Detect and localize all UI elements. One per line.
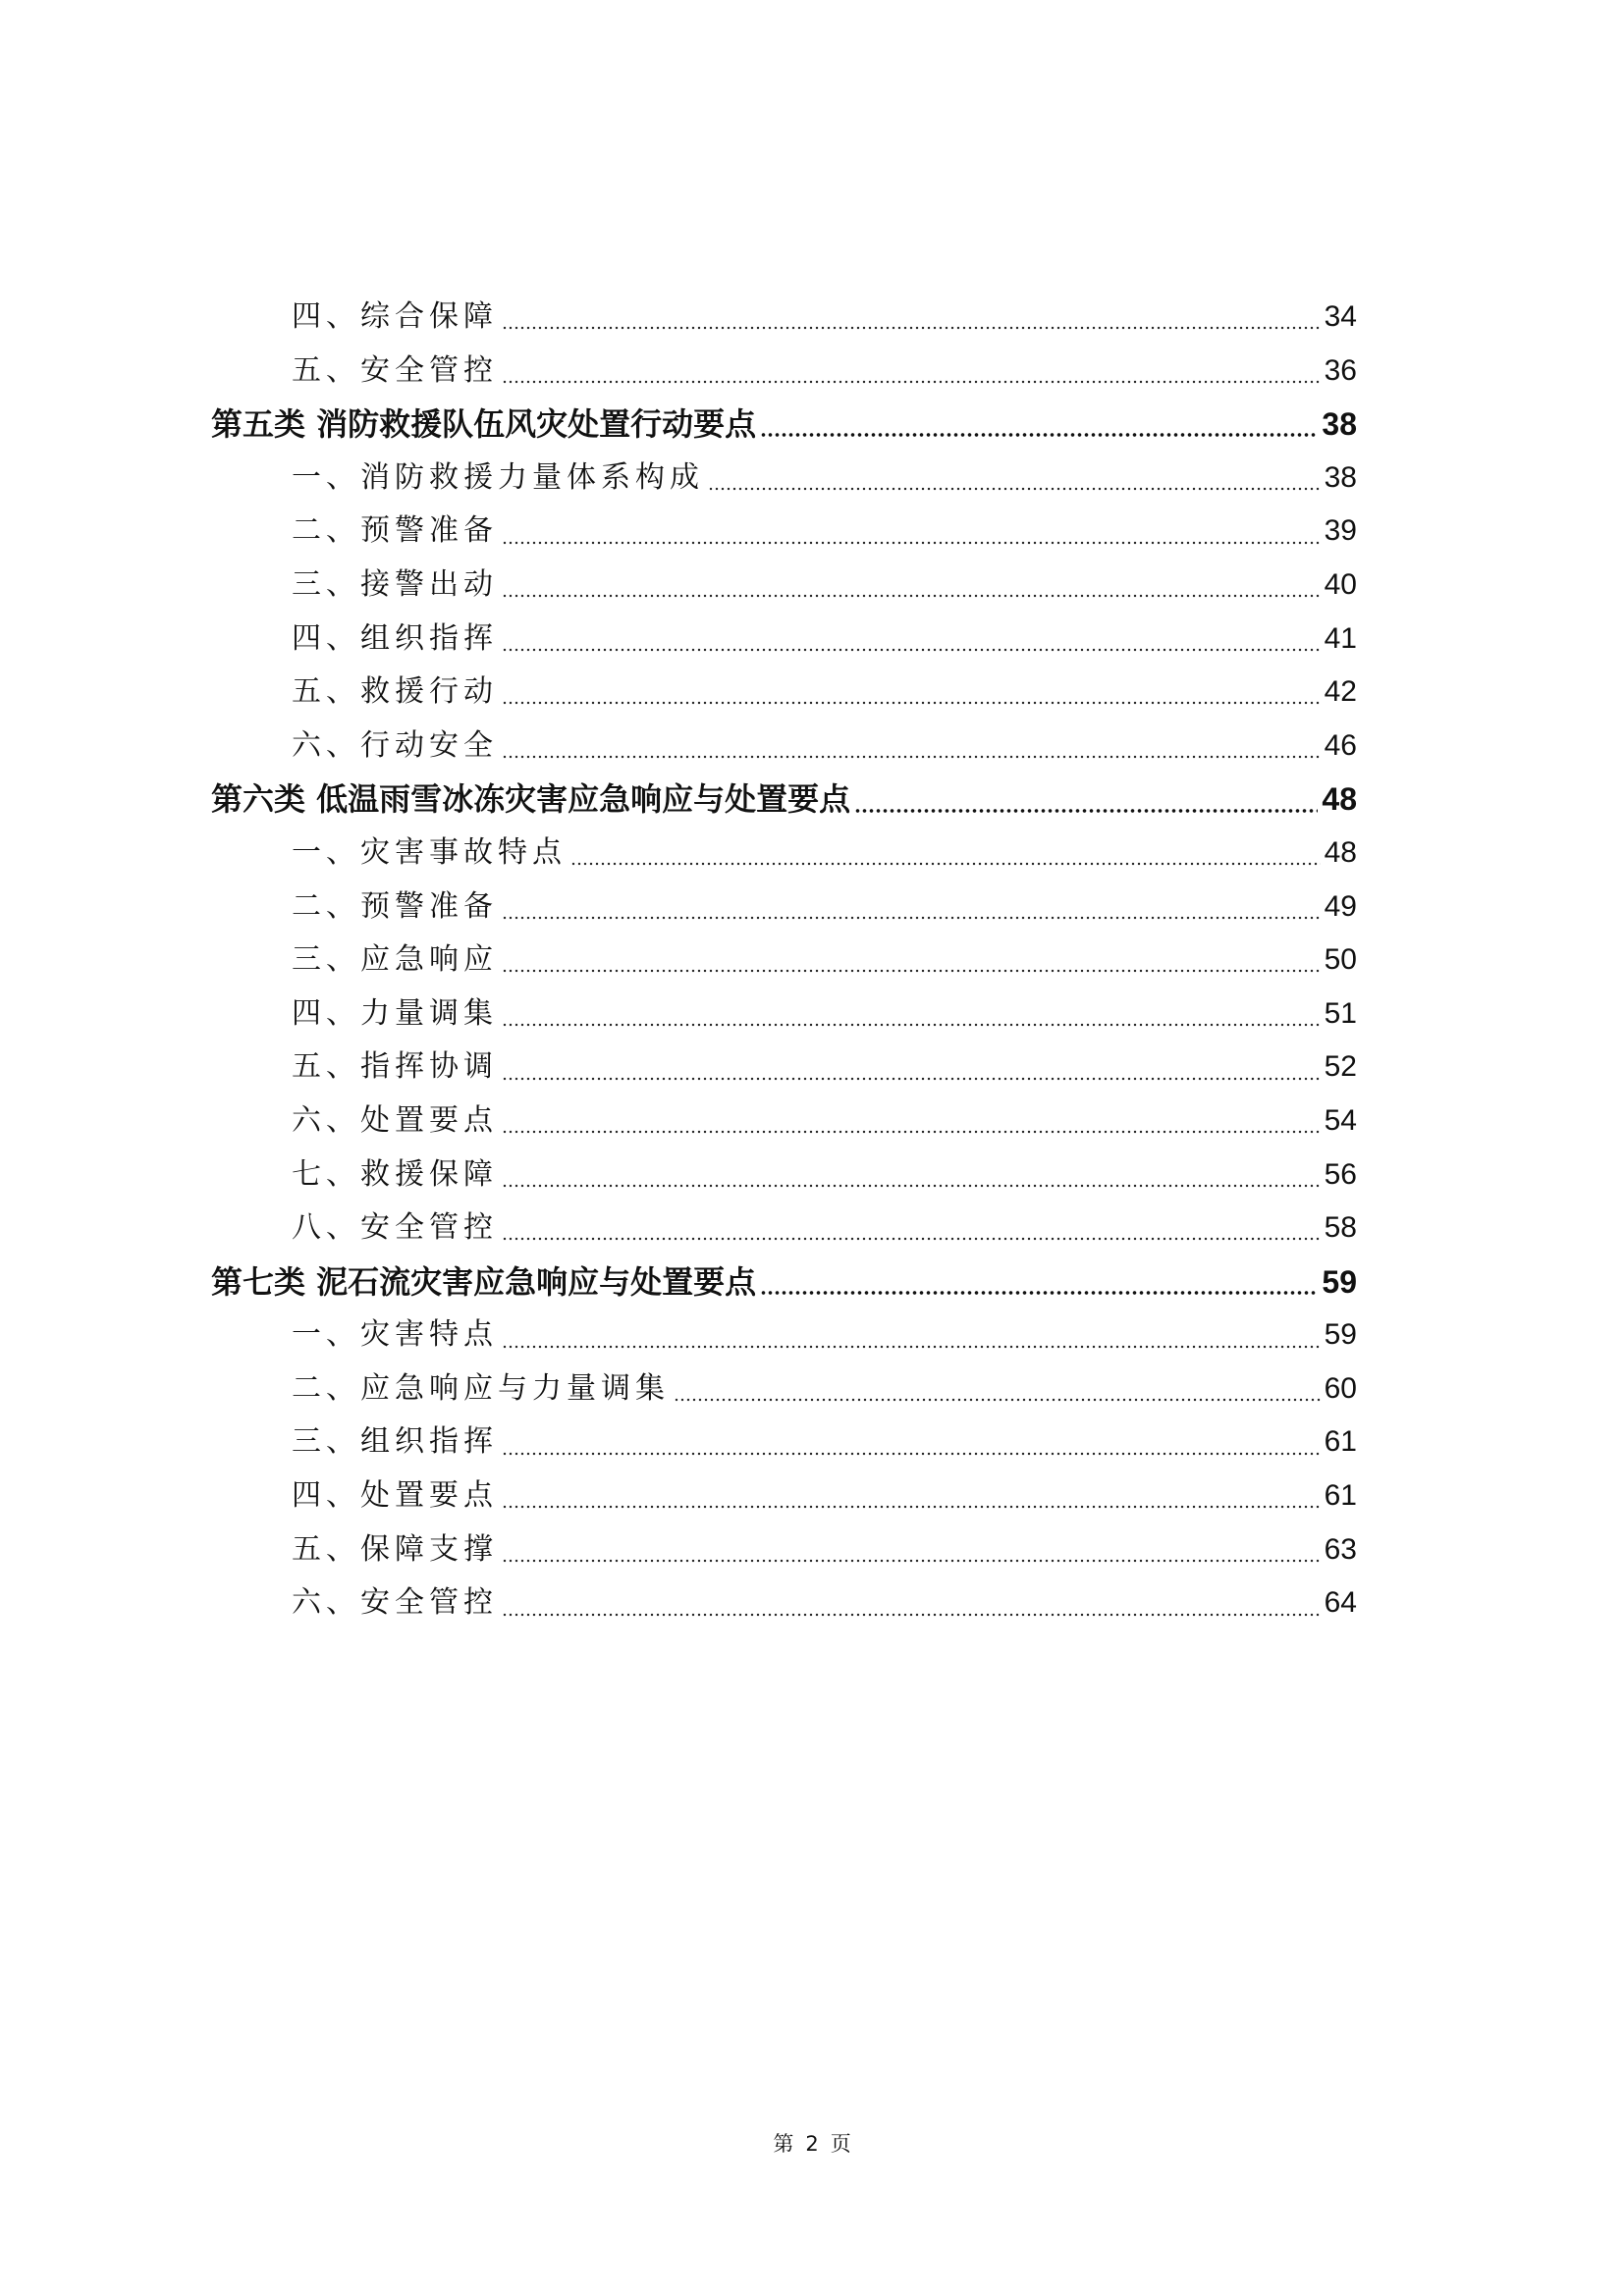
toc-section-entry[interactable] [211, 1362, 1357, 1416]
toc-entry-page: 38 [1322, 406, 1357, 443]
toc-entry-title: 二、预警准备 [292, 888, 498, 924]
dot-leader [502, 1613, 1321, 1617]
toc-section-entry[interactable] [211, 666, 1357, 720]
toc-section-entry[interactable] [211, 1469, 1357, 1523]
toc-entry-title: 七、救援保障 [292, 1156, 498, 1192]
dot-leader [502, 1452, 1321, 1456]
table-of-contents [211, 291, 1357, 1630]
toc-entry-title: 八、安全管控 [292, 1210, 498, 1246]
toc-entry-page: 40 [1324, 567, 1357, 601]
toc-entry-page: 59 [1324, 1318, 1357, 1352]
toc-entry-page: 61 [1324, 1479, 1357, 1513]
toc-entry-page: 42 [1324, 675, 1357, 709]
toc-section-entry[interactable] [211, 1576, 1357, 1630]
toc-entry-title: 一、灾害特点 [292, 1317, 498, 1353]
toc-entry-page: 38 [1324, 460, 1357, 494]
footer-suffix: 页 [830, 2132, 851, 2156]
dot-leader [502, 541, 1321, 545]
toc-section-entry[interactable] [211, 988, 1357, 1041]
dot-leader [854, 809, 1318, 813]
dot-leader [502, 1130, 1321, 1134]
toc-entry-page: 60 [1324, 1371, 1357, 1405]
toc-entry-title: 三、接警出动 [292, 566, 498, 602]
dot-leader [502, 916, 1321, 920]
toc-entry-title: 第七类 泥石流灾害应急响应与处置要点 [211, 1262, 757, 1301]
toc-entry-page: 61 [1324, 1425, 1357, 1459]
dot-leader [502, 594, 1321, 598]
toc-section-entry[interactable] [211, 881, 1357, 934]
toc-entry-page: 64 [1324, 1586, 1357, 1620]
dot-leader [502, 701, 1321, 705]
dot-leader [570, 862, 1321, 866]
dot-leader [502, 1345, 1321, 1349]
toc-entry-page: 58 [1324, 1211, 1357, 1245]
toc-entry-page: 41 [1324, 621, 1357, 655]
toc-entry-page: 54 [1324, 1103, 1357, 1137]
toc-entry-page: 39 [1324, 514, 1357, 548]
toc-entry-title: 四、力量调集 [292, 995, 498, 1031]
dot-leader [502, 1559, 1321, 1563]
toc-section-entry[interactable] [211, 1201, 1357, 1255]
toc-entry-page: 49 [1324, 889, 1357, 923]
toc-entry-title: 五、救援行动 [292, 674, 498, 710]
toc-entry-page: 48 [1322, 781, 1357, 818]
dot-leader [502, 1237, 1321, 1241]
toc-entry-title: 一、消防救援力量体系构成 [292, 459, 704, 495]
toc-entry-title: 六、行动安全 [292, 727, 498, 763]
toc-section-entry[interactable] [211, 559, 1357, 613]
toc-entry-page: 56 [1324, 1157, 1357, 1191]
toc-entry-page: 59 [1322, 1263, 1357, 1300]
toc-entry-title: 第五类 消防救援队伍风灾处置行动要点 [211, 405, 757, 444]
toc-section-entry[interactable] [211, 613, 1357, 667]
toc-entry-title: 六、处置要点 [292, 1102, 498, 1138]
toc-entry-page: 63 [1324, 1532, 1357, 1566]
toc-entry-title: 五、安全管控 [292, 352, 498, 388]
toc-section-entry[interactable] [211, 1308, 1357, 1362]
dot-leader [502, 648, 1321, 652]
dot-leader [708, 487, 1321, 491]
dot-leader [502, 380, 1321, 384]
toc-chapter-entry[interactable] [211, 773, 1357, 827]
toc-entry-title: 六、安全管控 [292, 1585, 498, 1621]
toc-entry-page: 36 [1324, 353, 1357, 387]
toc-entry-title: 四、处置要点 [292, 1478, 498, 1514]
dot-leader [502, 1023, 1321, 1027]
toc-entry-title: 二、应急响应与力量调集 [292, 1370, 670, 1406]
toc-entry-title: 二、预警准备 [292, 513, 498, 549]
dot-leader [502, 1184, 1321, 1188]
toc-chapter-entry[interactable] [211, 1255, 1357, 1309]
dot-leader [674, 1398, 1321, 1402]
toc-entry-page: 48 [1324, 835, 1357, 869]
toc-entry-title: 四、综合保障 [292, 299, 498, 334]
dot-leader [502, 969, 1321, 973]
toc-section-entry[interactable] [211, 1041, 1357, 1095]
dot-leader [502, 1505, 1321, 1509]
dot-leader [502, 755, 1321, 759]
footer-prefix: 第 [773, 2132, 794, 2156]
toc-entry-title: 四、组织指挥 [292, 620, 498, 656]
dot-leader [502, 326, 1321, 330]
dot-leader [760, 433, 1318, 437]
toc-entry-page: 51 [1324, 996, 1357, 1030]
toc-section-entry[interactable] [211, 1148, 1357, 1202]
toc-chapter-entry[interactable] [211, 398, 1357, 452]
toc-section-entry[interactable] [211, 291, 1357, 345]
toc-entry-page: 34 [1324, 300, 1357, 333]
toc-entry-page: 52 [1324, 1050, 1357, 1084]
toc-entry-title: 三、组织指挥 [292, 1424, 498, 1460]
toc-entry-title: 五、指挥协调 [292, 1049, 498, 1085]
toc-entry-title: 第六类 低温雨雪冰冻灾害应急响应与处置要点 [211, 780, 851, 819]
dot-leader [502, 1077, 1321, 1081]
toc-entry-title: 三、应急响应 [292, 942, 498, 978]
toc-section-entry[interactable] [211, 720, 1357, 774]
toc-section-entry[interactable] [211, 345, 1357, 399]
toc-section-entry[interactable] [211, 452, 1357, 506]
toc-section-entry[interactable] [211, 1095, 1357, 1148]
page-footer [0, 2128, 1624, 2158]
toc-section-entry[interactable] [211, 505, 1357, 559]
toc-section-entry[interactable] [211, 827, 1357, 881]
toc-entry-page: 46 [1324, 728, 1357, 762]
toc-section-entry[interactable] [211, 1523, 1357, 1577]
toc-section-entry[interactable] [211, 1415, 1357, 1469]
toc-section-entry[interactable] [211, 934, 1357, 988]
toc-entry-page: 50 [1324, 943, 1357, 977]
dot-leader [760, 1291, 1318, 1295]
toc-entry-title: 一、灾害事故特点 [292, 834, 567, 870]
toc-entry-title: 五、保障支撑 [292, 1531, 498, 1567]
footer-page-number: 2 [805, 2132, 819, 2156]
